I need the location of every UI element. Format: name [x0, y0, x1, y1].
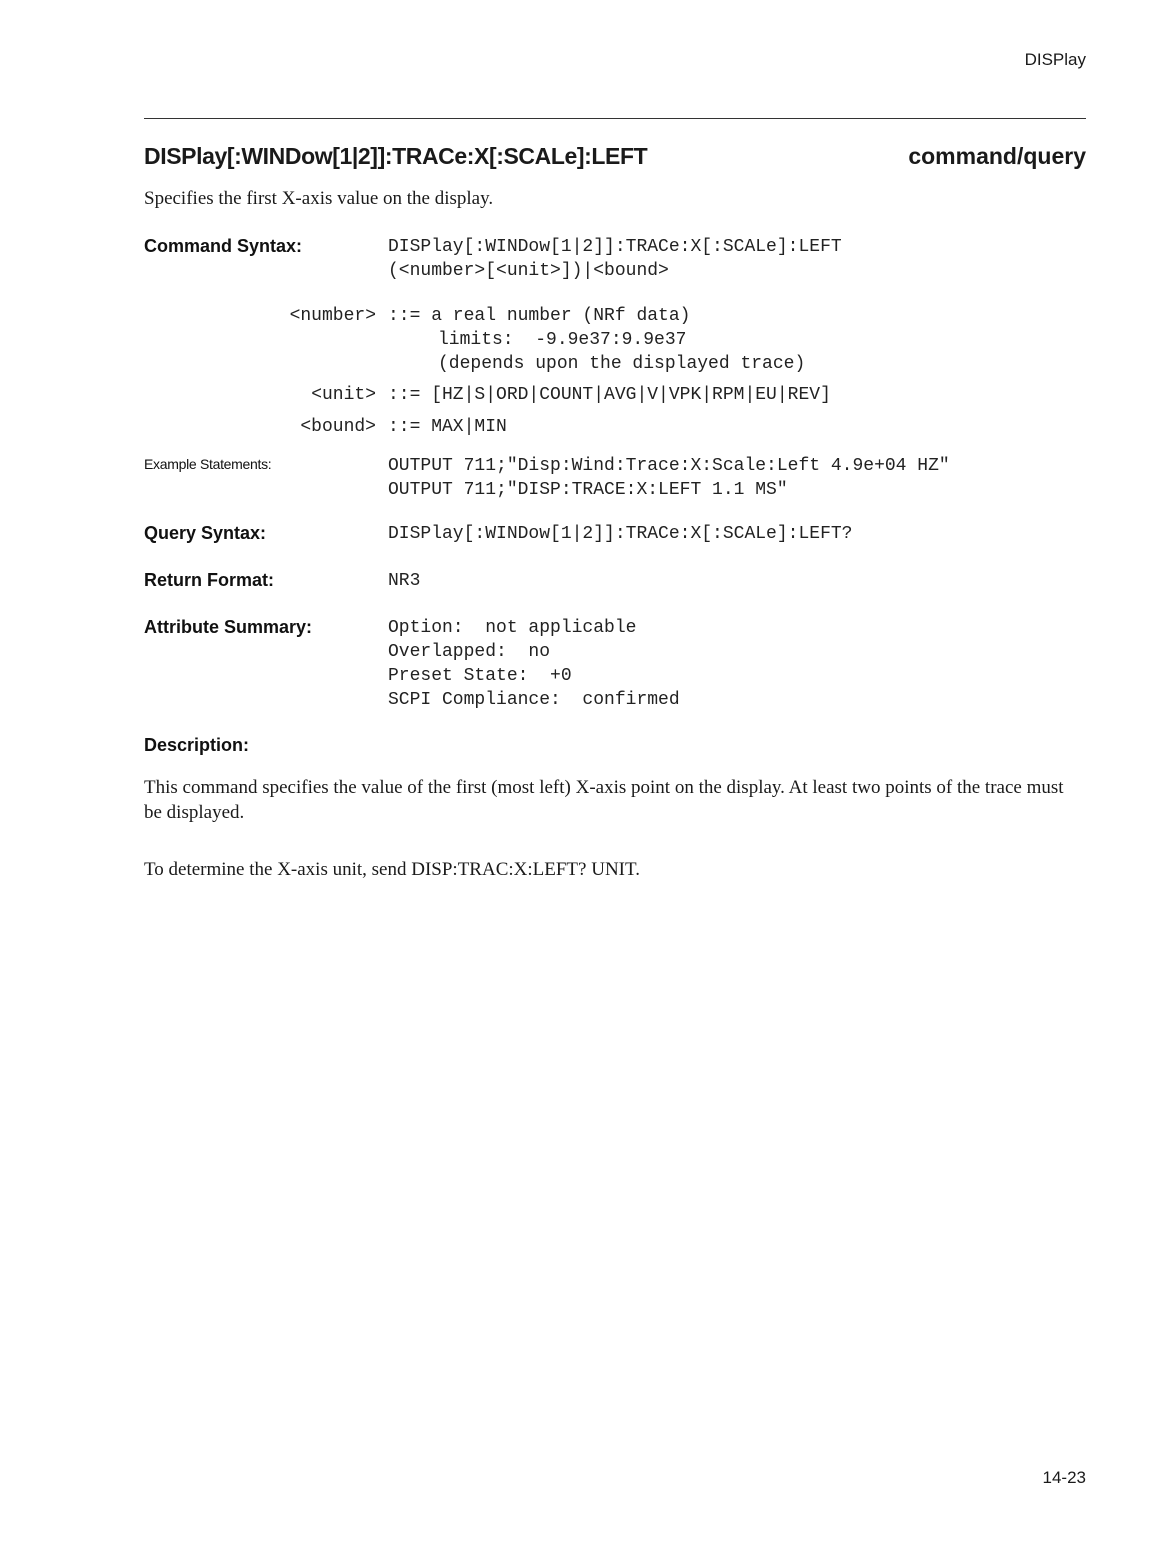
param-limits: limits: -9.9e37:9.9e37	[438, 330, 687, 350]
return-format-label: Return Format:	[144, 570, 274, 590]
header-rule	[144, 118, 1086, 119]
attribute-line: Option: not applicable	[388, 618, 637, 638]
command-syntax-line: DISPlay[:WINDow[1|2]]:TRACe:X[:SCALe]:LEFT	[388, 237, 842, 257]
command-type: command/query	[908, 143, 1086, 169]
example-statement: OUTPUT 711;"Disp:Wind:Trace:X:Scale:Left 4.9e+04 HZ"	[388, 456, 950, 476]
param-def-unit: ::= [HZ|S|ORD|COUNT|AVG|V|VPK|RPM|EU|REV]	[388, 385, 831, 405]
description-label: Description:	[144, 735, 250, 755]
page-number: 14-23	[1042, 1468, 1086, 1487]
param-def-number: ::= a real number (NRf data)	[388, 306, 691, 326]
command-syntax-line: (<number>[<unit>])|<bound>	[388, 261, 669, 281]
param-name-bound: <bound>	[300, 417, 376, 437]
attribute-line: Overlapped: no	[388, 642, 551, 662]
query-syntax-value: DISPlay[:WINDow[1|2]]:TRACe:X[:SCALe]:LEFT?	[388, 524, 853, 544]
command-syntax-label: Command Syntax:	[144, 236, 303, 256]
example-statement: OUTPUT 711;"DISP:TRACE:X:LEFT 1.1 MS"	[388, 480, 788, 500]
running-header: DISPlay	[1024, 50, 1086, 69]
command-title: DISPlay[:WINDow[1|2]]:TRACe:X[:SCALe]:LEFT	[144, 143, 648, 169]
description-paragraph: This command specifies the value of the first (most left) X-axis point on the display. At least two points of the trace must be displayed.	[144, 777, 1064, 823]
example-statements-label: Example Statements:	[144, 456, 272, 472]
attribute-line: Preset State: +0	[388, 666, 572, 686]
return-format-value: NR3	[388, 571, 421, 591]
query-syntax-label: Query Syntax:	[144, 523, 267, 543]
attribute-summary-label: Attribute Summary:	[144, 617, 313, 637]
command-summary: Specifies the first X-axis value on the display.	[144, 188, 494, 209]
description-paragraph: To determine the X-axis unit, send DISP:TRAC:X:LEFT? UNIT.	[144, 859, 640, 880]
param-def-bound: ::= MAX|MIN	[388, 417, 507, 437]
param-name-number: <number>	[289, 306, 376, 326]
attribute-line: SCPI Compliance: confirmed	[388, 690, 680, 710]
param-name-unit: <unit>	[311, 385, 376, 405]
param-depends: (depends upon the displayed trace)	[438, 354, 806, 374]
